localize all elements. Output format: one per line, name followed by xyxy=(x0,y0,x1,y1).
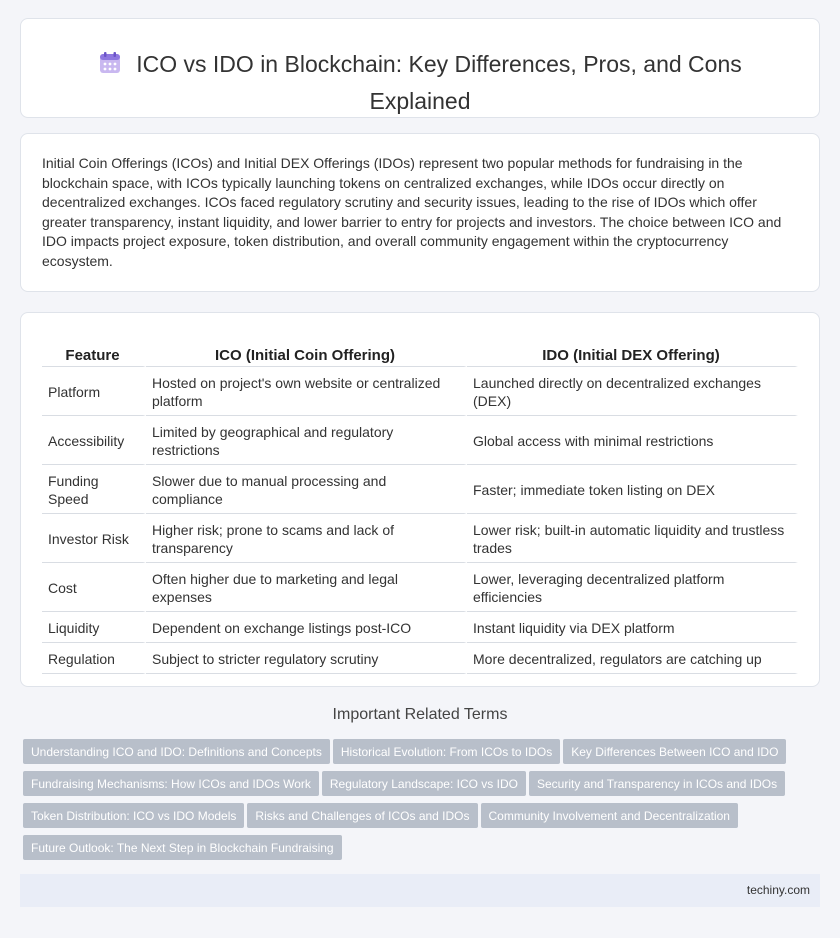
related-term-tag[interactable]: Risks and Challenges of ICOs and IDOs xyxy=(247,803,477,828)
intro-card xyxy=(20,133,820,292)
table-cell-ico: Hosted on project's own website or centralized platform xyxy=(146,367,467,416)
table-cell-ido: Lower risk; built-in automatic liquidity and trustless trades xyxy=(467,514,798,563)
table-row xyxy=(42,514,798,563)
related-term-tag[interactable]: Understanding ICO and IDO: Definitions and Concepts xyxy=(23,739,330,764)
table-cell-ico: Subject to stricter regulatory scrutiny xyxy=(146,643,467,674)
related-term-tag[interactable]: Regulatory Landscape: ICO vs IDO xyxy=(322,771,526,796)
related-term-tag[interactable]: Future Outlook: The Next Step in Blockchain Fundraising xyxy=(23,835,342,860)
page-title-text: ICO vs IDO in Blockchain: Key Differences, Pros, and Cons Explained xyxy=(136,51,742,114)
table-cell-feature: Funding Speed xyxy=(42,465,146,514)
table-cell-feature: Regulation xyxy=(42,643,146,674)
related-terms-heading: Important Related Terms xyxy=(332,706,508,723)
table-cell-ico: Often higher due to marketing and legal expenses xyxy=(146,563,467,612)
table-cell-feature: Accessibility xyxy=(42,416,146,465)
table-cell-feature: Liquidity xyxy=(42,612,146,643)
related-term-tag[interactable]: Historical Evolution: From ICOs to IDOs xyxy=(333,739,560,764)
table-cell-ico: Higher risk; prone to scams and lack of transparency xyxy=(146,514,467,563)
comparison-card xyxy=(20,312,820,687)
related-term-tag[interactable]: Community Involvement and Decentralization xyxy=(481,803,738,828)
related-terms-list xyxy=(23,739,813,867)
footer xyxy=(20,874,820,907)
related-term-tag[interactable]: Token Distribution: ICO vs IDO Models xyxy=(23,803,244,828)
calendar-icon xyxy=(98,51,122,75)
table-cell-ido: Lower, leveraging decentralized platform efficiencies xyxy=(467,563,798,612)
table-cell-ico: Dependent on exchange listings post-ICO xyxy=(146,612,467,643)
related-term-tag[interactable]: Security and Transparency in ICOs and IDOs xyxy=(529,771,785,796)
table-row xyxy=(42,367,798,416)
table-cell-ido: More decentralized, regulators are catching up xyxy=(467,643,798,674)
title-card xyxy=(20,18,820,118)
related-term-tag[interactable]: Fundraising Mechanisms: How ICOs and IDOs Work xyxy=(23,771,319,796)
table-cell-ico: Limited by geographical and regulatory restrictions xyxy=(146,416,467,465)
table-row xyxy=(42,465,798,514)
table-header-cell: ICO (Initial Coin Offering) xyxy=(146,333,467,367)
table-row xyxy=(42,563,798,612)
table-cell-feature: Platform xyxy=(42,367,146,416)
table-row xyxy=(42,416,798,465)
intro-paragraph: Initial Coin Offerings (ICOs) and Initial DEX Offerings (IDOs) represent two popular methods for fundraising in the blockchain space, with ICOs typically launching tokens on centralized exchanges, while IDOs occur directly on decentralized exchanges. ICOs faced regulatory scrutiny and security issues, leading to the rise of IDOs which offer greater transparency, instant liquidity, and lower barrier to entry for projects and investors. The choice between ICO and IDO impacts project exposure, token distribution, and overall community engagement within the cryptocurrency ecosystem. xyxy=(42,155,782,269)
table-header-row xyxy=(42,333,798,367)
table-cell-ico: Slower due to manual processing and compliance xyxy=(146,465,467,514)
table-header-cell: IDO (Initial DEX Offering) xyxy=(467,333,798,367)
table-header-cell: Feature xyxy=(42,333,146,367)
table-row xyxy=(42,612,798,643)
page-title xyxy=(61,43,779,117)
comparison-table xyxy=(42,333,798,674)
table-row xyxy=(42,643,798,674)
table-cell-ido: Global access with minimal restrictions xyxy=(467,416,798,465)
table-cell-feature: Investor Risk xyxy=(42,514,146,563)
table-cell-ido: Faster; immediate token listing on DEX xyxy=(467,465,798,514)
table-cell-ido: Launched directly on decentralized exchanges (DEX) xyxy=(467,367,798,416)
table-cell-feature: Cost xyxy=(42,563,146,612)
related-term-tag[interactable]: Key Differences Between ICO and IDO xyxy=(563,739,786,764)
footer-site-link[interactable]: techiny.com xyxy=(746,883,810,897)
table-cell-ido: Instant liquidity via DEX platform xyxy=(467,612,798,643)
